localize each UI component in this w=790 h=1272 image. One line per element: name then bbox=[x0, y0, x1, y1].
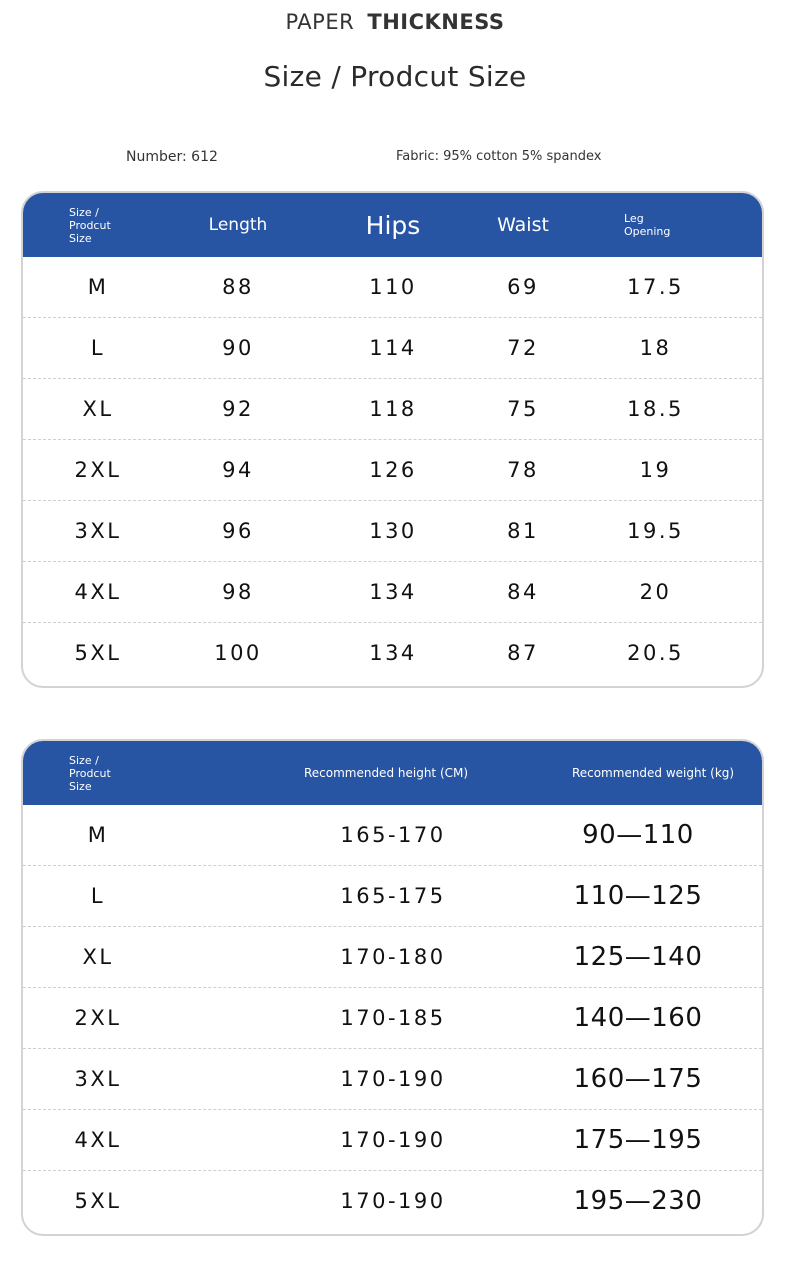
recommendation-table-body bbox=[23, 805, 762, 1231]
table-cell: 170-180 bbox=[340, 945, 446, 969]
header-label: Recommended weight (kg) bbox=[571, 766, 735, 780]
table-cell: 170-190 bbox=[340, 1189, 446, 1213]
header-cell bbox=[313, 193, 473, 257]
table-cell: 170-185 bbox=[340, 1006, 446, 1030]
table-cell: 170-190 bbox=[340, 1128, 446, 1152]
header-cell bbox=[463, 193, 583, 257]
table-cell: 17.5 bbox=[627, 275, 684, 299]
table-cell: 2XL bbox=[74, 458, 122, 482]
table-cell: 96 bbox=[222, 519, 254, 543]
table-cell: 110 bbox=[369, 275, 417, 299]
table-cell: L bbox=[90, 884, 106, 908]
table-cell: 94 bbox=[222, 458, 254, 482]
table-cell: 125—140 bbox=[573, 942, 703, 972]
table-cell: 165-175 bbox=[340, 884, 446, 908]
table-row bbox=[23, 1049, 762, 1110]
table-row bbox=[23, 1110, 762, 1171]
table-cell: 90 bbox=[222, 336, 254, 360]
product-number: Number: 612 bbox=[126, 149, 218, 165]
table-cell: 88 bbox=[222, 275, 254, 299]
table-cell: L bbox=[90, 336, 106, 360]
table-cell: 69 bbox=[507, 275, 539, 299]
fabric-composition: Fabric: 95% cotton 5% spandex bbox=[396, 149, 602, 164]
header-cell bbox=[553, 741, 753, 805]
header-cell bbox=[273, 741, 499, 805]
table-cell: 114 bbox=[369, 336, 417, 360]
table-cell: 110—125 bbox=[573, 881, 703, 911]
table-cell: 20.5 bbox=[627, 641, 684, 665]
table-cell: 5XL bbox=[74, 1189, 122, 1213]
table-cell: 3XL bbox=[74, 519, 122, 543]
header-cell bbox=[69, 741, 169, 805]
header-label: Size / Prodcut Size bbox=[69, 205, 111, 245]
table-row bbox=[23, 257, 762, 318]
table-cell: 75 bbox=[507, 397, 539, 421]
table-cell: 140—160 bbox=[573, 1003, 703, 1033]
table-cell: 134 bbox=[369, 580, 417, 604]
table-row bbox=[23, 440, 762, 501]
table-cell: M bbox=[87, 823, 109, 847]
size-table-header bbox=[23, 193, 762, 257]
table-cell: XL bbox=[82, 397, 114, 421]
table-cell: 78 bbox=[507, 458, 539, 482]
table-cell: 72 bbox=[507, 336, 539, 360]
header-cell bbox=[69, 193, 169, 257]
table-cell: 90—110 bbox=[582, 820, 694, 850]
table-cell: 100 bbox=[214, 641, 262, 665]
size-table bbox=[21, 191, 764, 688]
header-cell bbox=[173, 193, 303, 257]
table-row bbox=[23, 988, 762, 1049]
table-cell: 19.5 bbox=[627, 519, 684, 543]
table-row bbox=[23, 562, 762, 623]
table-row bbox=[23, 623, 762, 683]
recommendation-table-header bbox=[23, 741, 762, 805]
table-cell: 87 bbox=[507, 641, 539, 665]
table-cell: 19 bbox=[639, 458, 672, 482]
page-title: Size / Prodcut Size bbox=[263, 60, 527, 93]
table-cell: 92 bbox=[222, 397, 254, 421]
table-cell: M bbox=[87, 275, 109, 299]
table-cell: XL bbox=[82, 945, 114, 969]
header-label: Leg Opening bbox=[624, 212, 671, 238]
table-row bbox=[23, 805, 762, 866]
table-cell: 3XL bbox=[74, 1067, 122, 1091]
table-row bbox=[23, 501, 762, 562]
kicker-light-word: PAPER bbox=[285, 10, 355, 34]
table-cell: 4XL bbox=[74, 1128, 122, 1152]
table-cell: 130 bbox=[369, 519, 417, 543]
table-cell: 170-190 bbox=[340, 1067, 446, 1091]
header-label: Hips bbox=[365, 210, 421, 240]
header-label: Size / Prodcut Size bbox=[69, 753, 111, 793]
table-cell: 175—195 bbox=[573, 1125, 703, 1155]
header-label: Recommended height (CM) bbox=[303, 766, 469, 780]
table-cell: 165-170 bbox=[340, 823, 446, 847]
recommendation-table bbox=[21, 739, 764, 1236]
table-cell: 4XL bbox=[74, 580, 122, 604]
header-label: Length bbox=[208, 215, 268, 235]
kicker-bold-word: THICKNESS bbox=[367, 10, 505, 34]
table-cell: 195—230 bbox=[573, 1186, 703, 1216]
table-cell: 81 bbox=[507, 519, 539, 543]
table-row bbox=[23, 866, 762, 927]
table-row bbox=[23, 927, 762, 988]
table-cell: 18.5 bbox=[627, 397, 684, 421]
table-cell: 18 bbox=[639, 336, 672, 360]
table-cell: 126 bbox=[369, 458, 417, 482]
table-cell: 134 bbox=[369, 641, 417, 665]
table-row bbox=[23, 1171, 762, 1231]
table-cell: 20 bbox=[639, 580, 672, 604]
table-row bbox=[23, 318, 762, 379]
table-cell: 84 bbox=[507, 580, 539, 604]
table-row bbox=[23, 379, 762, 440]
section-kicker bbox=[0, 10, 790, 34]
table-cell: 118 bbox=[369, 397, 417, 421]
table-cell: 98 bbox=[222, 580, 254, 604]
table-cell: 160—175 bbox=[573, 1064, 703, 1094]
header-label: Waist bbox=[497, 214, 549, 236]
table-cell: 2XL bbox=[74, 1006, 122, 1030]
header-cell bbox=[624, 193, 724, 257]
table-cell: 5XL bbox=[74, 641, 122, 665]
size-table-body bbox=[23, 257, 762, 683]
